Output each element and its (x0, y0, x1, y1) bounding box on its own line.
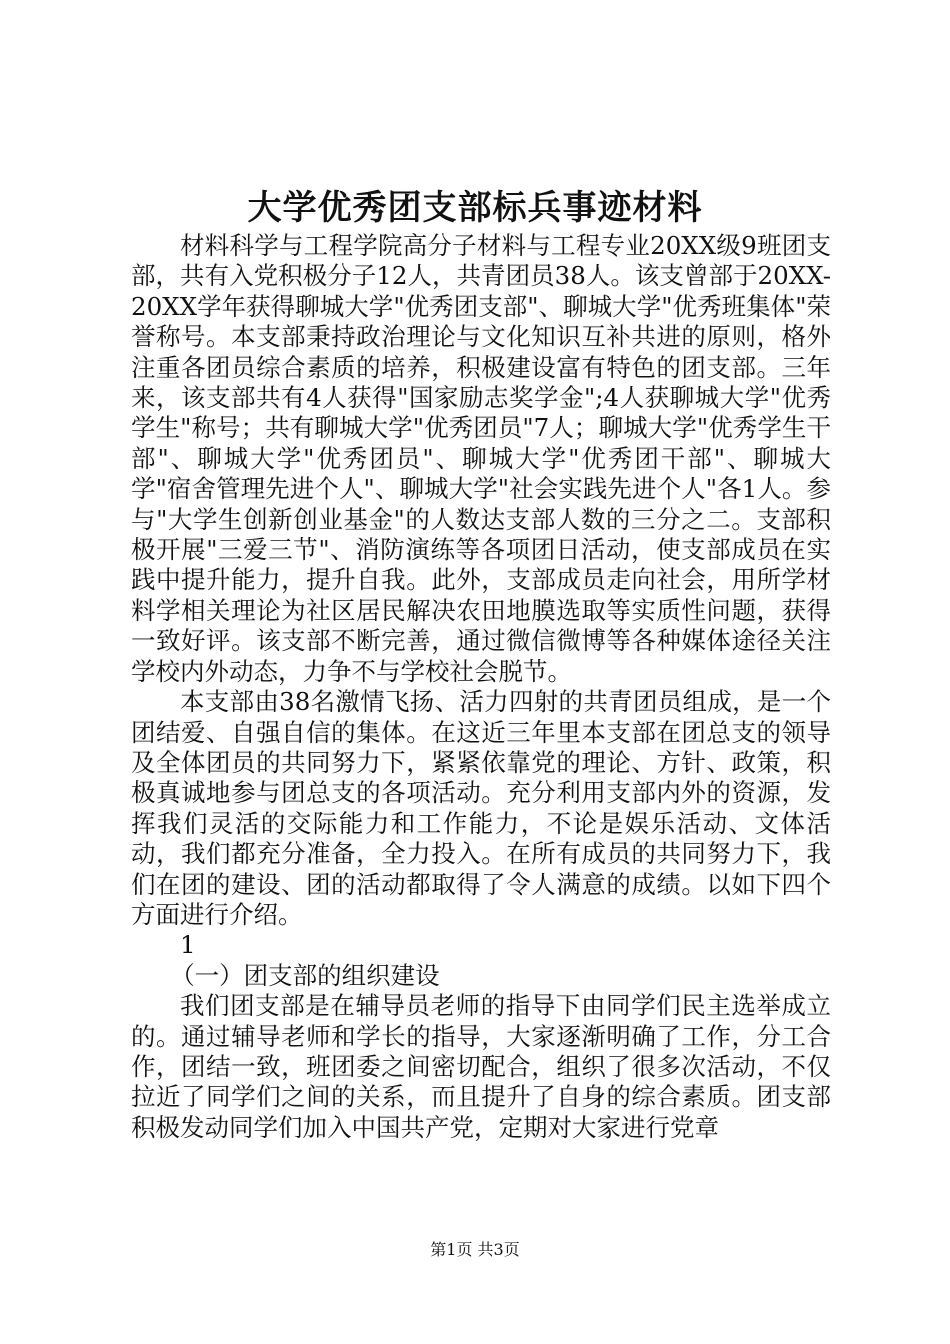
paragraph-2: 本支部由38名激情飞扬、活力四射的共青团员组成，是一个团结爱、自强自信的集体。在这近三年里本支部在团总支的领导及全体团员的共同努力下，紧紧依靠党的理论、方针、政策，积极真诚地参与团总支的各项活动。充分利用支部内外的资源，发挥我们灵活的交际能力和工作能力，不论是娱乐活动、文体活动，我们都充分准备，全力投入。在所有成员的共同努力下，我们在团的建设、团的活动都取得了令人满意的成绩。以如下四个方面进行介绍。 (131, 687, 831, 929)
page-footer: 第1页 共3页 (430, 1240, 520, 1259)
document-body (131, 231, 831, 1143)
section-marker: 1 (180, 930, 196, 960)
paragraph-1: 材料科学与工程学院高分子材料与工程专业20XX级9班团支部，共有入党积极分子12人，共青团员38人。该支曾部于20XX-20XX学年获得聊城大学"优秀团支部"、聊城大学"优秀班集体"荣誉称号。本支部秉持政治理论与文化知识互补共进的原则，格外注重各团员综合素质的培养，积极建设富有特色的团支部。三年来，该支部共有4人获得"国家励志奖学金";4人获聊城大学"优秀学生"称号；共有聊城大学"优秀团员"7人；聊城大学"优秀学生干部"、聊城大学"优秀团员"、聊城大学"优秀团干部"、聊城大学"宿舍管理先进个人"、聊城大学"社会实践先进个人"各1人。参与"大学生创新创业基金"的人数达支部人数的三分之二。支部积极开展"三爱三节"、消防演练等各项团日活动，使支部成员在实践中提升能力，提升自我。此外，支部成员走向社会，用所学材料学相关理论为社区居民解决农田地膜选取等实质性问题，获得一致好评。该支部不断完善，通过微信微博等各种媒体途径关注学校内外动态，力争不与学校社会脱节。 (131, 231, 831, 686)
section-paragraph: 我们团支部是在辅导员老师的指导下由同学们民主选举成立的。通过辅导老师和学长的指导，大家逐渐明确了工作，分工合作，团结一致，班团委之间密切配合，组织了很多次活动，不仅拉近了同学们之间的关系，而且提升了自身的综合素质。团支部积极发动同学们加入中国共产党，定期对大家进行党章 (131, 991, 831, 1142)
section-heading: （一）团支部的组织建设 (170, 960, 440, 990)
document-title: 大学优秀团支部标兵事迹材料 (247, 188, 703, 228)
